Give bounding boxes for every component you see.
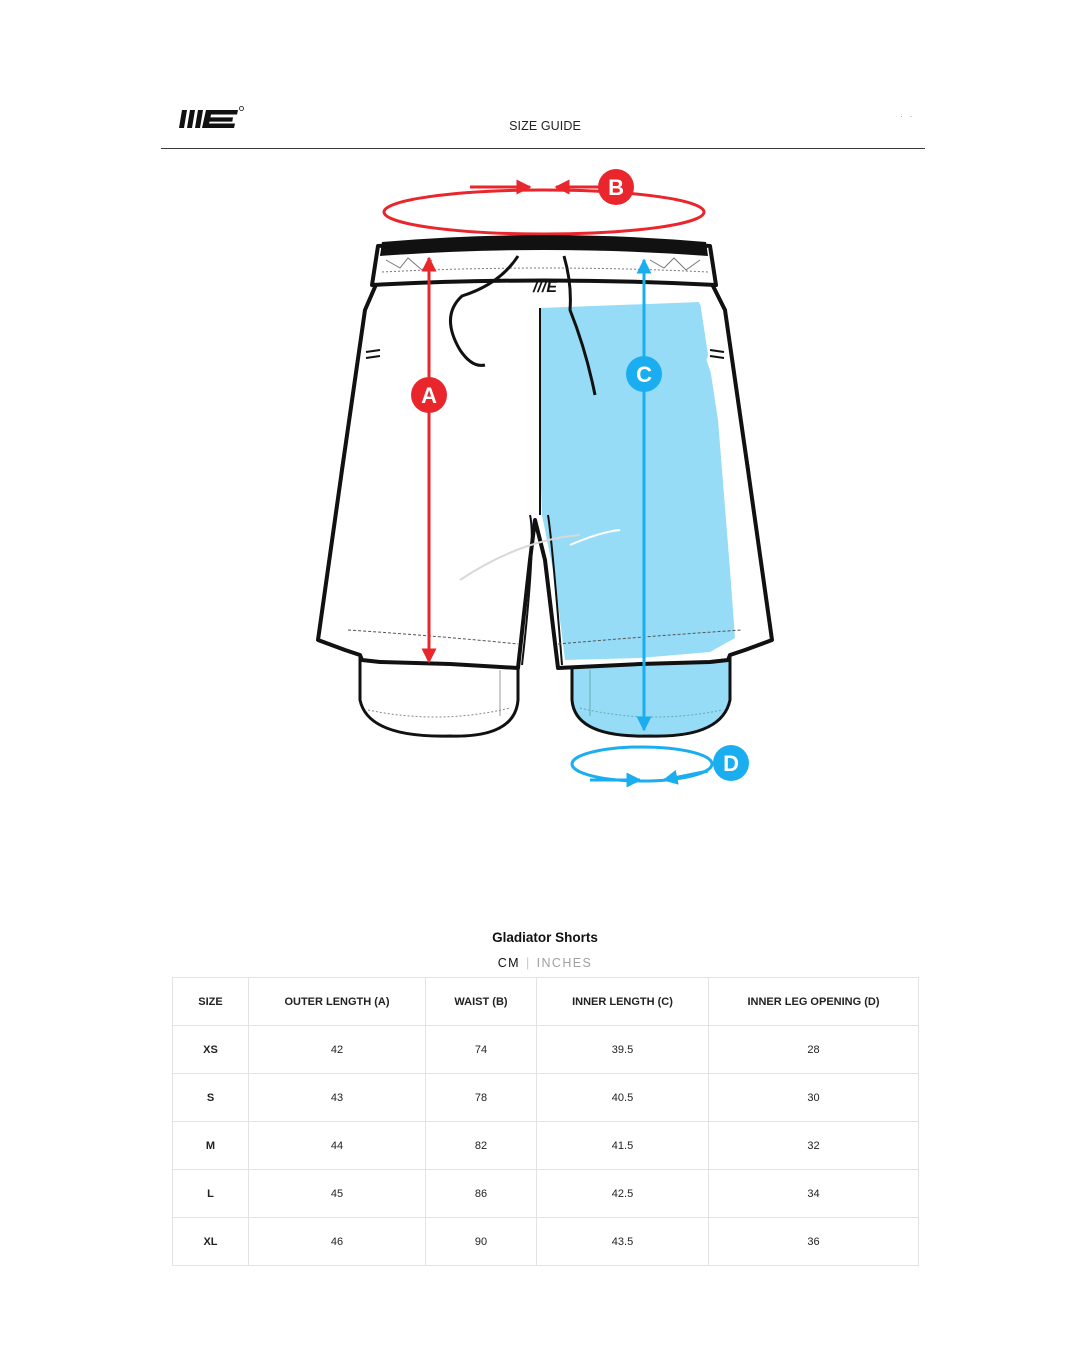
- marker-d-label: D: [723, 751, 739, 776]
- table-row: [173, 1026, 919, 1074]
- column-header-inner-leg-opening: INNER LEG OPENING (D): [709, 978, 919, 1026]
- inner-leg-opening-cell: 34: [709, 1170, 919, 1218]
- table-row: [173, 1170, 919, 1218]
- waist-cell: 78: [426, 1074, 537, 1122]
- marker-d: [713, 745, 749, 781]
- size-cell: XL: [173, 1218, 249, 1266]
- outer-length-cell: 43: [249, 1074, 426, 1122]
- waist-cell: 82: [426, 1122, 537, 1170]
- outer-length-cell: 45: [249, 1170, 426, 1218]
- outer-length-cell: 44: [249, 1122, 426, 1170]
- header-divider: [161, 148, 925, 149]
- table-row: [173, 1218, 919, 1266]
- inner-leg-opening-cell: 28: [709, 1026, 919, 1074]
- unit-separator: |: [525, 956, 531, 970]
- waist-cell: 90: [426, 1218, 537, 1266]
- page-title: SIZE GUIDE: [509, 119, 581, 133]
- unit-toggle: [0, 956, 1080, 970]
- size-table: [172, 977, 919, 1266]
- shorts-measurement-diagram: [290, 160, 790, 800]
- column-header-size: SIZE: [173, 978, 249, 1026]
- size-cell: S: [173, 1074, 249, 1122]
- outer-length-cell: 42: [249, 1026, 426, 1074]
- size-cell: L: [173, 1170, 249, 1218]
- waist-measure-ellipse: [384, 190, 704, 234]
- inner-length-cell: 39.5: [537, 1026, 709, 1074]
- inner-length-cell: 42.5: [537, 1170, 709, 1218]
- marker-c: [626, 356, 662, 392]
- inner-length-highlight: [540, 302, 735, 660]
- column-header-outer-length: OUTER LENGTH (A): [249, 978, 426, 1026]
- column-header-inner-length: INNER LENGTH (C): [537, 978, 709, 1026]
- marker-a: [411, 377, 447, 413]
- shorts-logo-text: ///E: [532, 279, 558, 296]
- outer-length-cell: 46: [249, 1218, 426, 1266]
- product-title: Gladiator Shorts: [492, 930, 598, 945]
- column-header-waist: WAIST (B): [426, 978, 537, 1026]
- inner-length-cell: 43.5: [537, 1218, 709, 1266]
- header-dots: · ·: [900, 111, 915, 121]
- inner-length-cell: 40.5: [537, 1074, 709, 1122]
- inner-leg-opening-cell: 32: [709, 1122, 919, 1170]
- waist-cell: 86: [426, 1170, 537, 1218]
- marker-b: [598, 169, 634, 205]
- marker-b-label: B: [608, 175, 624, 200]
- inner-leg-opening-cell: 36: [709, 1218, 919, 1266]
- size-cell: M: [173, 1122, 249, 1170]
- unit-inches-toggle[interactable]: INCHES: [536, 956, 593, 970]
- size-cell: XS: [173, 1026, 249, 1074]
- marker-c-label: C: [636, 362, 652, 387]
- inner-length-cell: 41.5: [537, 1122, 709, 1170]
- table-row: [173, 1122, 919, 1170]
- inner-leg-opening-cell: 30: [709, 1074, 919, 1122]
- unit-cm-toggle[interactable]: CM: [497, 956, 520, 970]
- table-header-row: [173, 978, 919, 1026]
- table-row: [173, 1074, 919, 1122]
- marker-a-label: A: [421, 383, 437, 408]
- waist-cell: 74: [426, 1026, 537, 1074]
